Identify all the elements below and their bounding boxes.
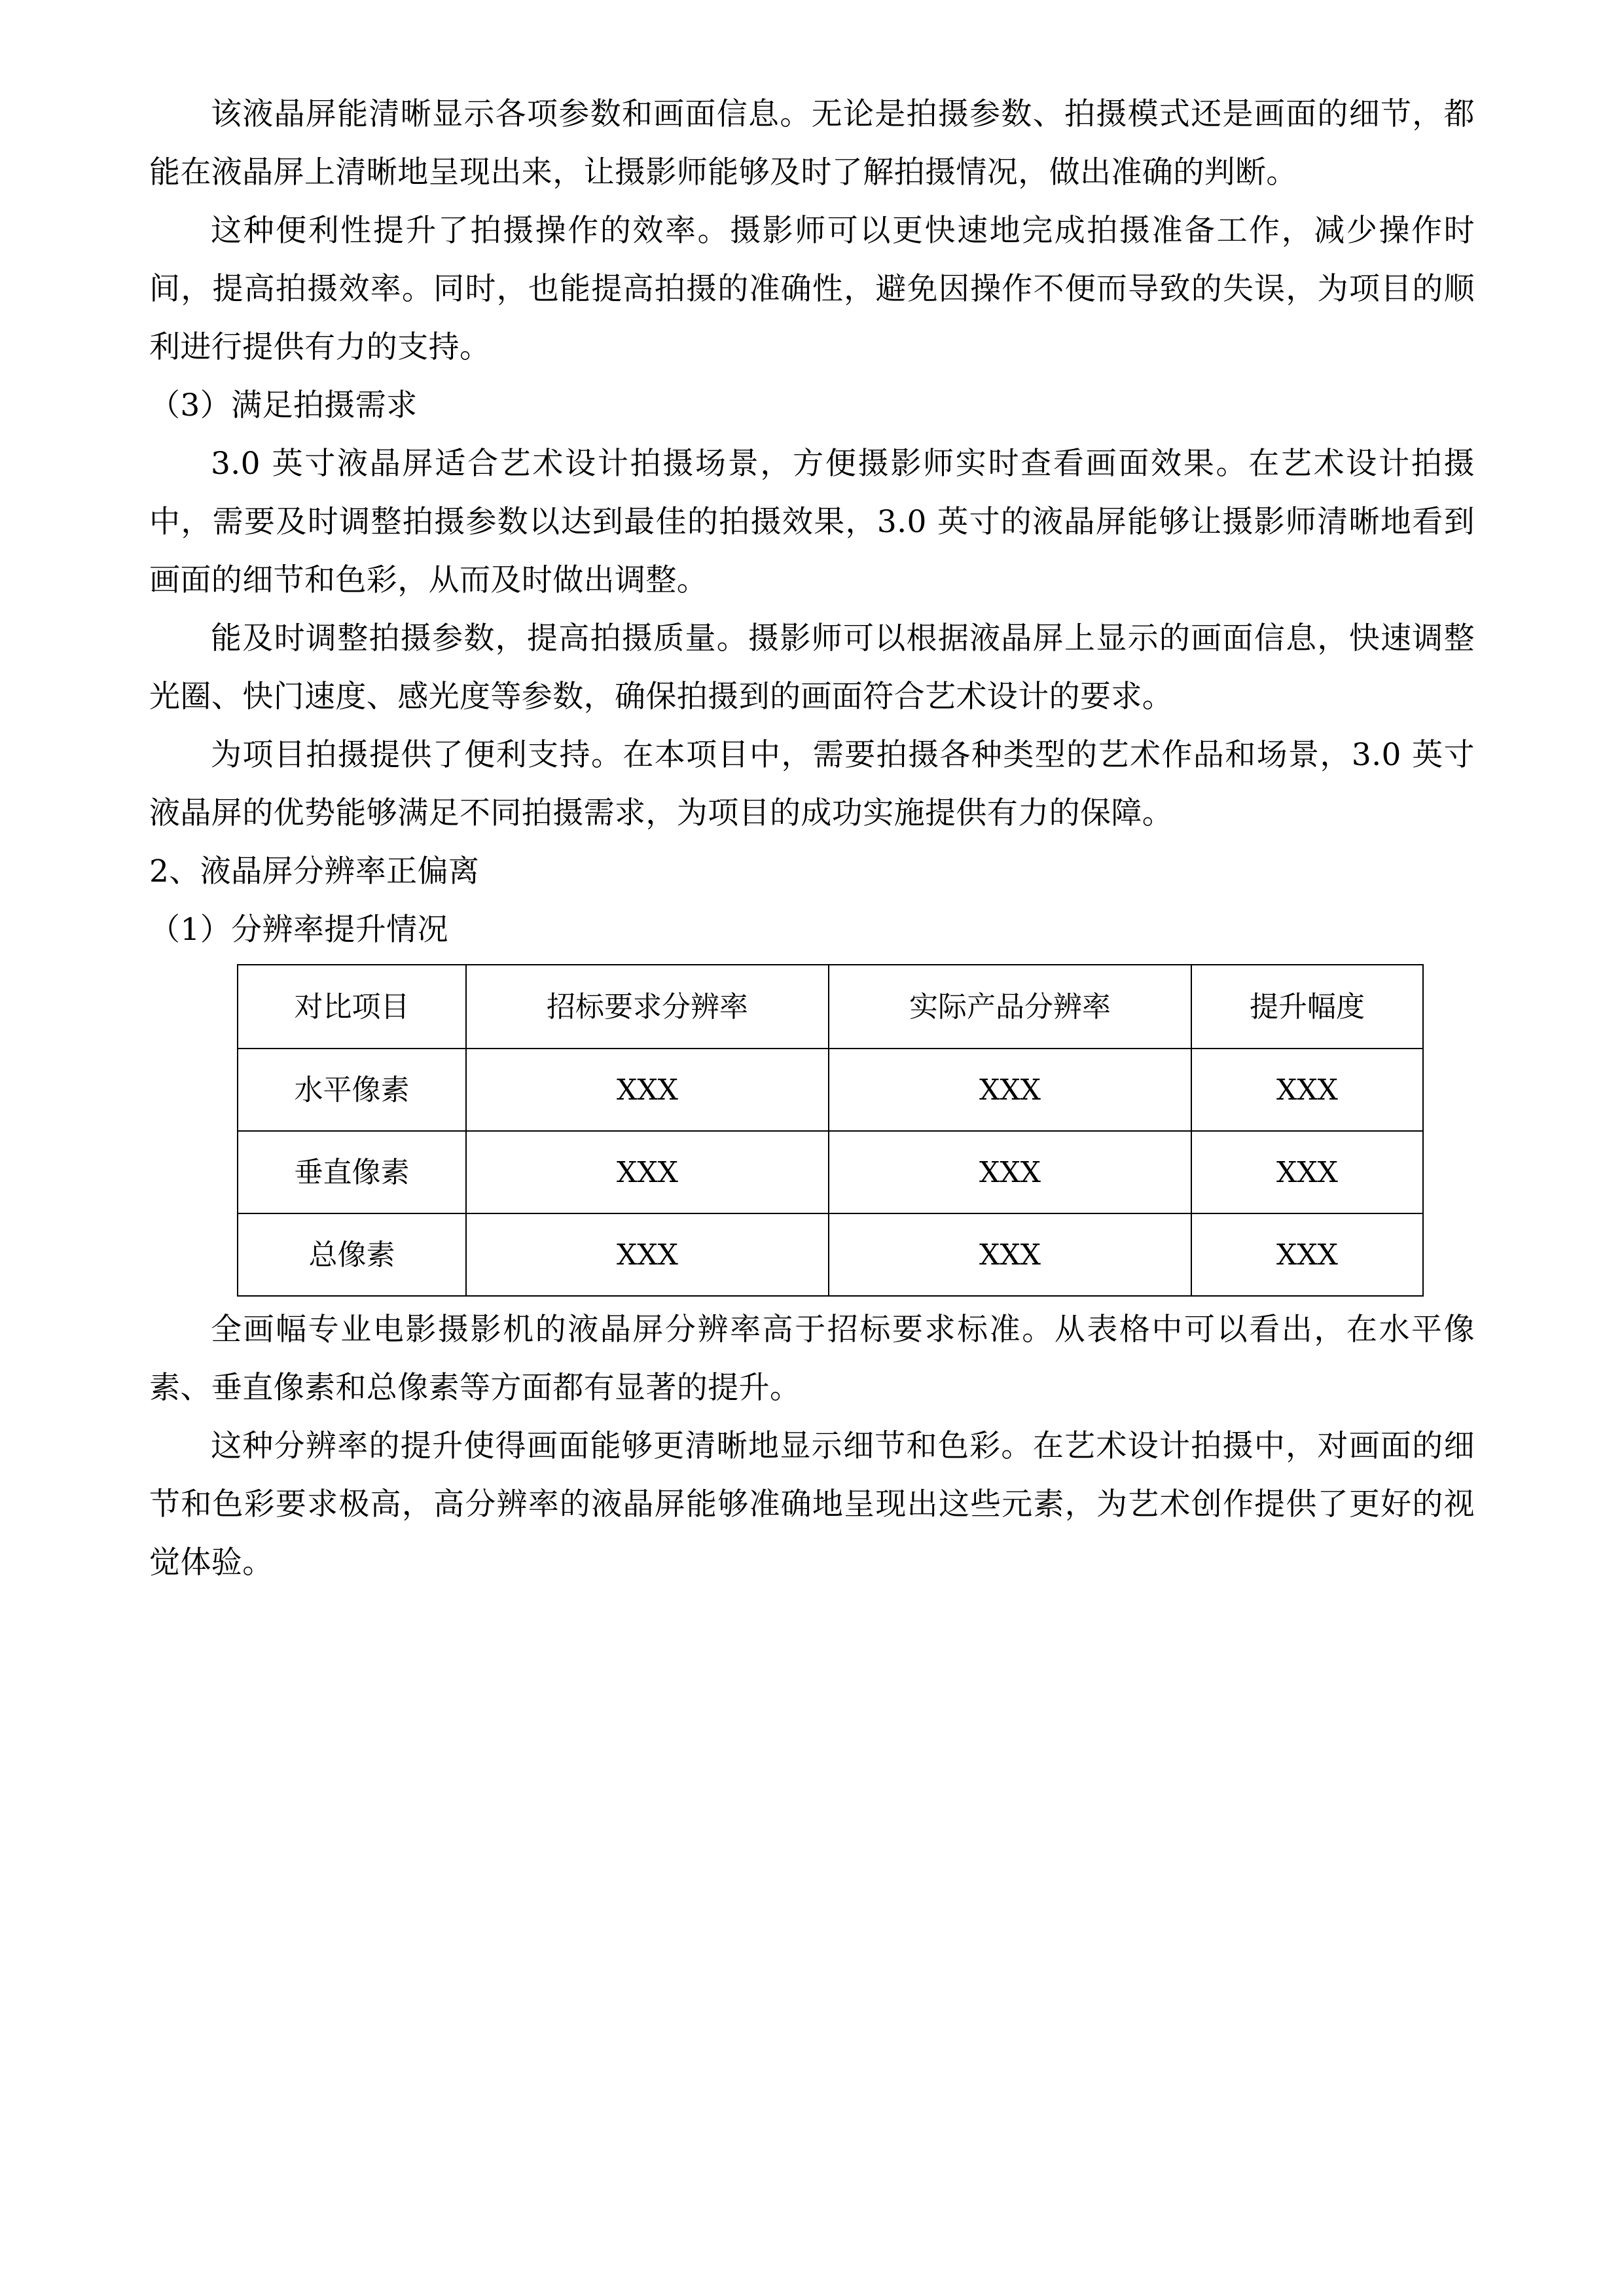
document-body — [149, 85, 1475, 1592]
paragraph-lcd-clarity: 该液晶屏能清晰显示各项参数和画面信息。无论是拍摄参数、拍摄模式还是画面的细节，都能在液晶屏上清晰地呈现出来，让摄影师能够及时了解拍摄情况，做出准确的判断。 — [149, 96, 1475, 190]
heading-resolution-improvement: （1）分辨率提升情况 — [149, 912, 448, 948]
table-row — [238, 1131, 1423, 1213]
paragraph-three-inch-screen: 3.0 英寸液晶屏适合艺术设计拍摄场景，方便摄影师实时查看画面效果。在艺术设计拍摄中，需要及时调整拍摄参数以达到最佳的拍摄效果，3.0 英寸的液晶屏能够让摄影师清晰地看到画面的细节和色彩，从而及时做出调整。 — [149, 446, 1475, 598]
table-cell-item: 水平像素 — [238, 1049, 466, 1131]
table-cell-required: XXX — [466, 1049, 829, 1131]
table-cell-actual: XXX — [829, 1049, 1191, 1131]
table-row — [238, 1049, 1423, 1131]
table-cell-item: 总像素 — [238, 1213, 466, 1296]
table-cell-gain: XXX — [1191, 1049, 1423, 1131]
paragraph-table-summary: 全画幅专业电影摄影机的液晶屏分辨率高于招标要求标准。从表格中可以看出，在水平像素、垂直像素和总像素等方面都有显著的提升。 — [149, 1312, 1475, 1406]
table-header-cell-gain: 提升幅度 — [1191, 965, 1423, 1049]
resolution-comparison-table — [237, 964, 1424, 1297]
table-header-cell-required: 招标要求分辨率 — [466, 965, 829, 1049]
table-cell-actual: XXX — [829, 1131, 1191, 1213]
table-cell-actual: XXX — [829, 1213, 1191, 1296]
paragraph-resolution-benefit: 这种分辨率的提升使得画面能够更清晰地显示细节和色彩。在艺术设计拍摄中，对画面的细节和色彩要求极高，高分辨率的液晶屏能够准确地呈现出这些元素，为艺术创作提供了更好的视觉体验。 — [149, 1428, 1475, 1581]
heading-satisfy-shooting-needs: （3）满足拍摄需求 — [149, 387, 418, 423]
table-header-cell-item: 对比项目 — [238, 965, 466, 1049]
heading-resolution-positive-deviation: 2、液晶屏分辨率正偏离 — [149, 853, 480, 889]
paragraph-project-support: 为项目拍摄提供了便利支持。在本项目中，需要拍摄各种类型的艺术作品和场景，3.0 英寸液晶屏的优势能够满足不同拍摄需求，为项目的成功实施提供有力的保障。 — [149, 737, 1475, 831]
table-cell-gain: XXX — [1191, 1131, 1423, 1213]
table-cell-required: XXX — [466, 1131, 829, 1213]
paragraph-adjust-parameters: 能及时调整拍摄参数，提高拍摄质量。摄影师可以根据液晶屏上显示的画面信息，快速调整光圈、快门速度、感光度等参数，确保拍摄到的画面符合艺术设计的要求。 — [149, 620, 1475, 715]
paragraph-convenience-efficiency: 这种便利性提升了拍摄操作的效率。摄影师可以更快速地完成拍摄准备工作，减少操作时间，提高拍摄效率。同时，也能提高拍摄的准确性，避免因操作不便而导致的失误，为项目的顺利进行提供有力的支持。 — [149, 213, 1475, 365]
table-header-row — [238, 965, 1423, 1049]
table-header-cell-actual: 实际产品分辨率 — [829, 965, 1191, 1049]
table-row — [238, 1213, 1423, 1296]
table-cell-required: XXX — [466, 1213, 829, 1296]
table-cell-item: 垂直像素 — [238, 1131, 466, 1213]
table-cell-gain: XXX — [1191, 1213, 1423, 1296]
